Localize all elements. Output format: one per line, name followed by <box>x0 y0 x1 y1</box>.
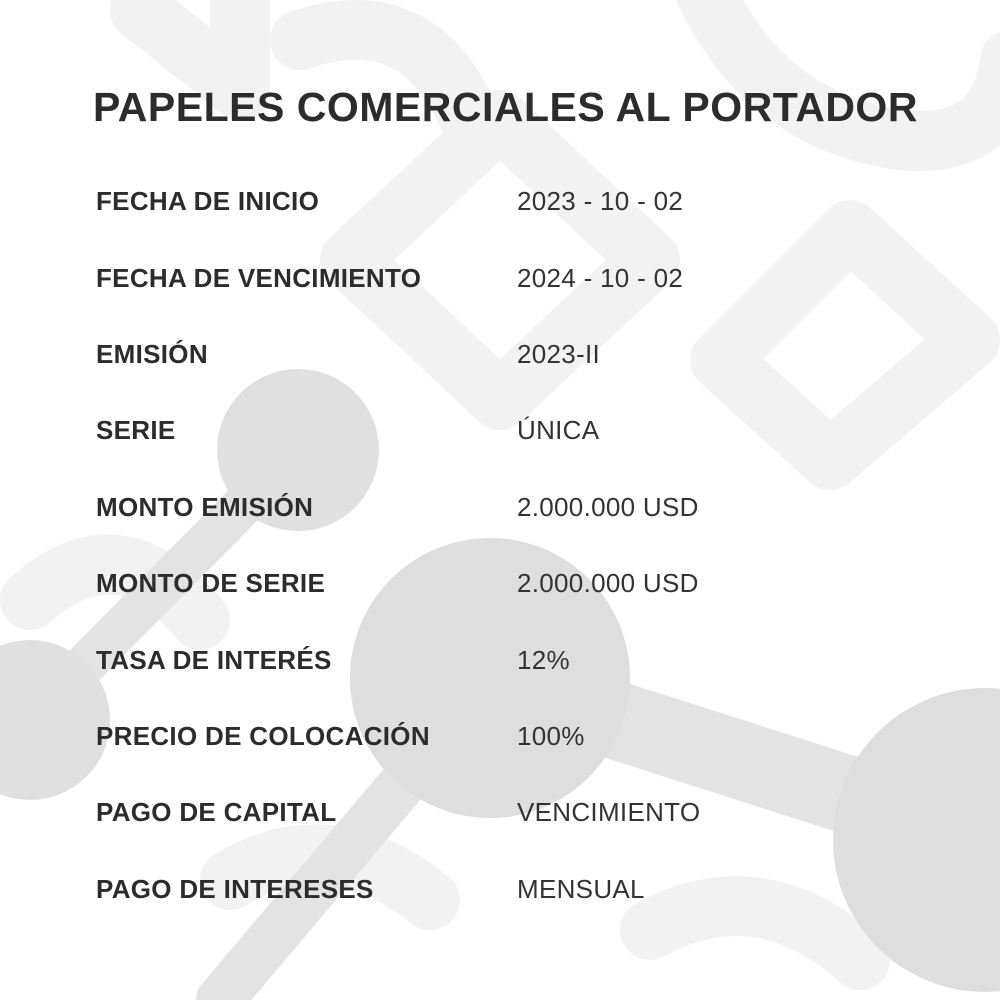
row-value: 2.000.000 USD <box>517 568 699 598</box>
page-title: PAPELES COMERCIALES AL PORTADOR <box>93 84 918 130</box>
info-row-serie <box>0 410 1000 450</box>
row-label: EMISIÓN <box>96 339 208 369</box>
row-value: 2023-II <box>517 339 601 369</box>
info-row-tasa-interes <box>0 640 1000 680</box>
row-label: TASA DE INTERÉS <box>96 645 332 675</box>
info-row-emision <box>0 334 1000 374</box>
row-label: PRECIO DE COLOCACIÓN <box>96 721 430 751</box>
row-label: PAGO DE CAPITAL <box>96 797 337 827</box>
row-label: SERIE <box>96 415 176 445</box>
row-label: MONTO EMISIÓN <box>96 492 314 522</box>
row-value: 2.000.000 USD <box>517 492 699 522</box>
row-value: 2023 - 10 - 02 <box>517 186 684 216</box>
row-label: FECHA DE INICIO <box>96 186 320 216</box>
info-row-fecha-vencimiento <box>0 258 1000 298</box>
row-label: PAGO DE INTERESES <box>96 874 374 904</box>
row-value: VENCIMIENTO <box>517 797 701 827</box>
row-value: 12% <box>517 645 570 675</box>
info-row-monto-emision <box>0 487 1000 527</box>
row-value: MENSUAL <box>517 874 645 904</box>
info-row-monto-serie <box>0 563 1000 603</box>
row-value: ÚNICA <box>517 415 600 445</box>
info-row-precio-colocacion <box>0 716 1000 756</box>
row-label: FECHA DE VENCIMIENTO <box>96 263 422 293</box>
row-value: 2024 - 10 - 02 <box>517 263 684 293</box>
row-label: MONTO DE SERIE <box>96 568 326 598</box>
info-row-fecha-inicio <box>0 181 1000 221</box>
info-row-pago-capital <box>0 792 1000 832</box>
info-row-pago-intereses <box>0 869 1000 909</box>
row-value: 100% <box>517 721 585 751</box>
